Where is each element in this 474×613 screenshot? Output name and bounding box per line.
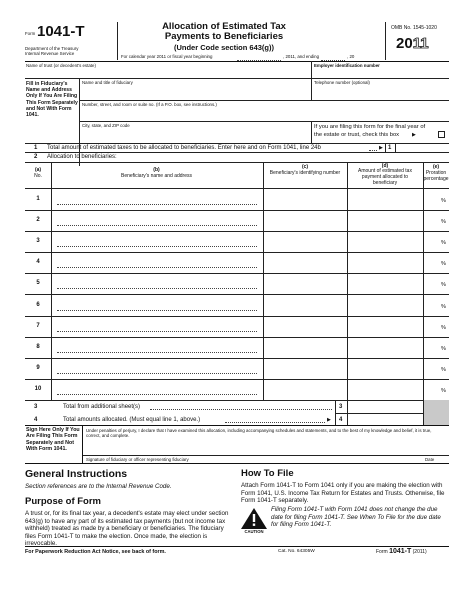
- beneficiary-name-field[interactable]: [53, 297, 261, 314]
- table-row: [25, 337, 449, 358]
- row-number: 6: [36, 301, 40, 308]
- line-1-box-number: 1: [388, 145, 392, 151]
- proration-field[interactable]: [425, 360, 441, 377]
- purpose-text: A trust or, for its final tax year, a decedent's estate may elect under section 643(g) to have any part of its estimated tax payments (but not income tax withheld) treated as made by a beneficiary or beneficiaries. The fiduciary files Form 1041-T to make the election. Once made, the election is irrevocable.: [25, 510, 229, 548]
- beneficiary-id-field[interactable]: [265, 381, 345, 398]
- line-1-amount-field[interactable]: [396, 144, 448, 151]
- omb-number: OMB No. 1545-1020: [391, 25, 437, 31]
- address-leader: [57, 373, 257, 374]
- beneficiary-name-field[interactable]: [53, 254, 261, 271]
- city-label: City, state, and ZIP code: [82, 123, 130, 128]
- allocated-amount-field[interactable]: [349, 254, 421, 271]
- address-leader: [57, 352, 257, 353]
- allocated-amount-field[interactable]: [349, 339, 421, 356]
- fiduciary-instructions: Fill in Fiduciary's Name and Address Only If You Are Filing This Form Separately and Not With Form 1041.: [26, 81, 78, 119]
- col-e-head: (e): [432, 164, 440, 170]
- address-leader: [57, 246, 257, 247]
- street-label: Number, street, and room or suite no. (If a P.O. box, see instructions.): [82, 102, 217, 107]
- col-b-head: (b): [153, 167, 160, 173]
- signature-field[interactable]: [86, 440, 366, 454]
- name-row-rule: [25, 78, 449, 79]
- col-b-text: Beneficiary's name and address: [121, 173, 192, 179]
- row-number: 1: [36, 196, 40, 202]
- line-1-leader: [369, 150, 377, 151]
- how-to-file-text: Attach Form 1041-T to Form 1041 only if you are making the election with Form 1041, U.S. Income Tax Return for Estates and Trusts. Otherwise, file Form 1041-T separately.: [241, 482, 445, 505]
- allocated-amount-field[interactable]: [349, 212, 421, 229]
- allocated-amount-field[interactable]: [349, 297, 421, 314]
- proration-field[interactable]: [425, 191, 441, 208]
- row-number: 9: [36, 364, 40, 371]
- final-year-text-1: If you are filing this form for the final year of: [314, 124, 426, 130]
- caution-text: Filing Form 1041-T with Form 1041 does not change the due date for filing Form 1041-T. See When To File for the due date for filing Form 1041-T.: [271, 506, 441, 529]
- percent-sign: %: [441, 219, 446, 226]
- line-3-amount-field[interactable]: [348, 401, 422, 412]
- beneficiary-id-field[interactable]: [265, 318, 345, 335]
- sign-divider: [82, 425, 83, 463]
- table-row: [25, 295, 449, 316]
- beneficiary-id-field[interactable]: [265, 339, 345, 356]
- calendar-mid-text: , 2011, and ending: [283, 54, 320, 59]
- table-row: [25, 316, 449, 337]
- street-field[interactable]: [81, 108, 447, 119]
- proration-field[interactable]: [425, 254, 441, 271]
- allocated-amount-field[interactable]: [349, 191, 421, 208]
- form-title-line2: Payments to Beneficiaries: [164, 31, 284, 42]
- beneficiary-id-field[interactable]: [265, 212, 345, 229]
- caution-label: CAUTION: [244, 529, 264, 534]
- final-year-checkbox[interactable]: [438, 131, 445, 138]
- address-leader: [57, 394, 257, 395]
- beneficiary-id-field[interactable]: [265, 191, 345, 208]
- table-row: [25, 210, 449, 231]
- proration-field[interactable]: [425, 381, 441, 398]
- line-4-rule: [25, 425, 449, 426]
- beneficiary-name-field[interactable]: [53, 381, 261, 398]
- row-number: 2: [36, 217, 40, 224]
- line-1-arrow-icon: ▶: [379, 145, 383, 151]
- proration-field[interactable]: [425, 233, 441, 250]
- form-label: Form: [25, 31, 36, 36]
- trust-name-field[interactable]: [26, 69, 309, 77]
- perjury-statement: Under penalties of perjury, I declare that I have examined this allocation, including accompanying schedules and statements, and to the best of my knowledge and belief, it is true, correct, and complete.: [86, 428, 432, 439]
- footer-form-id: [376, 548, 427, 555]
- proration-field[interactable]: [425, 318, 441, 335]
- city-field[interactable]: [81, 129, 309, 140]
- fiduciary-name-field[interactable]: [81, 86, 309, 98]
- beneficiary-name-field[interactable]: [53, 275, 261, 292]
- beneficiary-id-field[interactable]: [265, 254, 345, 271]
- line-3-box-number: 3: [339, 404, 343, 410]
- percent-sign: %: [441, 387, 446, 394]
- line-3-number: 3: [34, 404, 38, 410]
- col-a-text: No.: [34, 173, 42, 179]
- beneficiary-id-field[interactable]: [265, 275, 345, 292]
- percent-sign: %: [441, 282, 446, 289]
- caution-icon: [241, 508, 267, 534]
- percent-sign: %: [441, 261, 446, 268]
- line-4-number: 4: [34, 417, 38, 423]
- row-number: 7: [36, 322, 40, 329]
- table-row: [25, 231, 449, 252]
- row-number: 5: [36, 280, 40, 287]
- row-number: 10: [34, 385, 42, 392]
- row-number: 3: [36, 238, 40, 245]
- form-number: 1041-T: [37, 23, 85, 40]
- address-leader: [57, 288, 257, 289]
- final-year-divider: [311, 121, 312, 143]
- line-1-text: Total amount of estimated taxes to be allocated to beneficiaries. Enter here and on Form 1041, line 24b: [47, 145, 321, 151]
- date-label: Date: [425, 457, 435, 462]
- address-leader: [57, 204, 257, 205]
- footer-form-year: (2011): [412, 549, 427, 555]
- line-1-number: 1: [34, 145, 38, 151]
- proration-field[interactable]: [425, 212, 441, 229]
- col-e-text: Proration percentage: [423, 170, 449, 182]
- final-year-arrow-icon: ▶: [412, 132, 416, 138]
- address-leader: [57, 331, 257, 332]
- table-row: [25, 189, 449, 210]
- paperwork-notice: For Paperwork Reduction Act Notice, see back of form.: [25, 549, 166, 555]
- col-c-head: (c): [301, 164, 309, 170]
- percent-sign: %: [441, 345, 446, 352]
- row-number: 8: [36, 343, 40, 350]
- code-reference-note: Section references are to the Internal Revenue Code.: [25, 483, 172, 490]
- calendar-year-text: For calendar year 2011 or fiscal year beginning: [121, 54, 213, 59]
- general-instructions-title: General Instructions: [25, 468, 128, 480]
- how-to-file-title: How To File: [241, 468, 294, 479]
- beneficiary-name-field[interactable]: [53, 318, 261, 335]
- beneficiary-name-field[interactable]: [53, 191, 261, 208]
- header-bottom-rule: [25, 61, 449, 62]
- signature-line: [83, 455, 449, 456]
- tax-year-prefix: 20: [396, 35, 413, 52]
- proration-field[interactable]: [425, 275, 441, 292]
- percent-sign: %: [441, 240, 446, 247]
- final-year-text-2: the estate or trust, check this box: [314, 132, 400, 138]
- line-2-number: 2: [34, 154, 38, 160]
- tax-year-suffix: 11: [412, 35, 429, 52]
- percent-sign: %: [441, 303, 446, 310]
- line-3-text: Total from additional sheet(s): [63, 404, 141, 410]
- allocated-amount-field[interactable]: [349, 233, 421, 250]
- irs-text: Internal Revenue Service: [25, 51, 75, 56]
- table-row: [25, 273, 449, 294]
- form-1041t-page: [25, 22, 449, 592]
- proration-field[interactable]: [425, 339, 441, 356]
- purpose-title: Purpose of Form: [25, 496, 102, 507]
- beneficiary-name-field[interactable]: [53, 360, 261, 377]
- beneficiary-id-field[interactable]: [265, 297, 345, 314]
- allocated-amount-field[interactable]: [349, 360, 421, 377]
- allocated-amount-field[interactable]: [349, 318, 421, 335]
- header-divider-right: [385, 22, 386, 60]
- address-leader: [57, 225, 257, 226]
- street-rule: [79, 121, 449, 122]
- line-4-leader: [225, 422, 325, 423]
- line-4-text: Total amounts allocated. (Must equal line 1, above.): [63, 417, 201, 423]
- ein-field[interactable]: [314, 69, 447, 77]
- fiduciary-name-label: Name and title of fiduciary: [82, 80, 133, 85]
- col-d-head: (d): [381, 163, 389, 169]
- phone-divider: [311, 78, 312, 100]
- table-row: [25, 252, 449, 273]
- footer-rule: [25, 546, 449, 547]
- calendar-end-text: , 20: [347, 54, 355, 59]
- beneficiary-id-field[interactable]: [265, 233, 345, 250]
- date-field[interactable]: [370, 440, 446, 454]
- address-leader: [57, 267, 257, 268]
- trust-name-label: Name of trust (or decedent's estate): [26, 63, 96, 68]
- form-title-line1: Allocation of Estimated Tax: [162, 21, 286, 32]
- footer-form-label: Form: [376, 549, 388, 555]
- ein-divider: [311, 61, 312, 78]
- percent-sign: %: [441, 324, 446, 331]
- signature-label: Signature of fiduciary or officer representing fiduciary: [86, 457, 189, 462]
- form-subtitle: (Under Code section 643(g)): [173, 43, 274, 52]
- sign-here-instructions: Sign Here Only If You Are Filing This Form Separately and Not With Form 1041.: [26, 427, 80, 453]
- ein-label: Employer identification number: [314, 63, 380, 68]
- table-row: [25, 358, 449, 379]
- row-number: 4: [36, 259, 40, 266]
- line-4-box-number: 4: [339, 417, 343, 423]
- beneficiary-name-field[interactable]: [53, 339, 261, 356]
- beneficiary-id-field[interactable]: [265, 360, 345, 377]
- line-1-box-left: [385, 143, 386, 152]
- footer-form-number: 1041-T: [389, 548, 412, 555]
- shaded-area: [424, 400, 449, 425]
- beneficiary-name-field[interactable]: [53, 212, 261, 229]
- tax-year: [396, 36, 429, 52]
- percent-sign: %: [441, 198, 446, 205]
- table-row: [25, 379, 449, 400]
- phone-field[interactable]: [314, 86, 447, 98]
- line-2-text: Allocation to beneficiaries:: [47, 154, 117, 160]
- sign-bottom-rule: [25, 463, 449, 464]
- line-4-amount-field[interactable]: [348, 414, 422, 424]
- address-leader: [57, 310, 257, 311]
- department-text: Department of the Treasury: [25, 46, 79, 51]
- col-a-head: (a): [34, 167, 42, 173]
- percent-sign: %: [441, 366, 446, 373]
- allocated-amount-field[interactable]: [349, 381, 421, 398]
- phone-label: Telephone number (optional): [314, 80, 370, 85]
- col-d-text: Amount of estimated tax payment allocated to beneficiary: [358, 168, 412, 186]
- allocated-amount-field[interactable]: [349, 275, 421, 292]
- proration-field[interactable]: [425, 297, 441, 314]
- line-4-arrow-icon: ▶: [327, 417, 331, 423]
- fiduciary-name-rule: [79, 100, 449, 101]
- line-1-rule: [25, 152, 449, 153]
- beneficiary-name-field[interactable]: [53, 233, 261, 250]
- col-c-text: Beneficiary's identifying number: [269, 170, 341, 176]
- catalog-number: Cat. No. 64305W: [278, 549, 315, 554]
- line-3-leader: [150, 409, 332, 410]
